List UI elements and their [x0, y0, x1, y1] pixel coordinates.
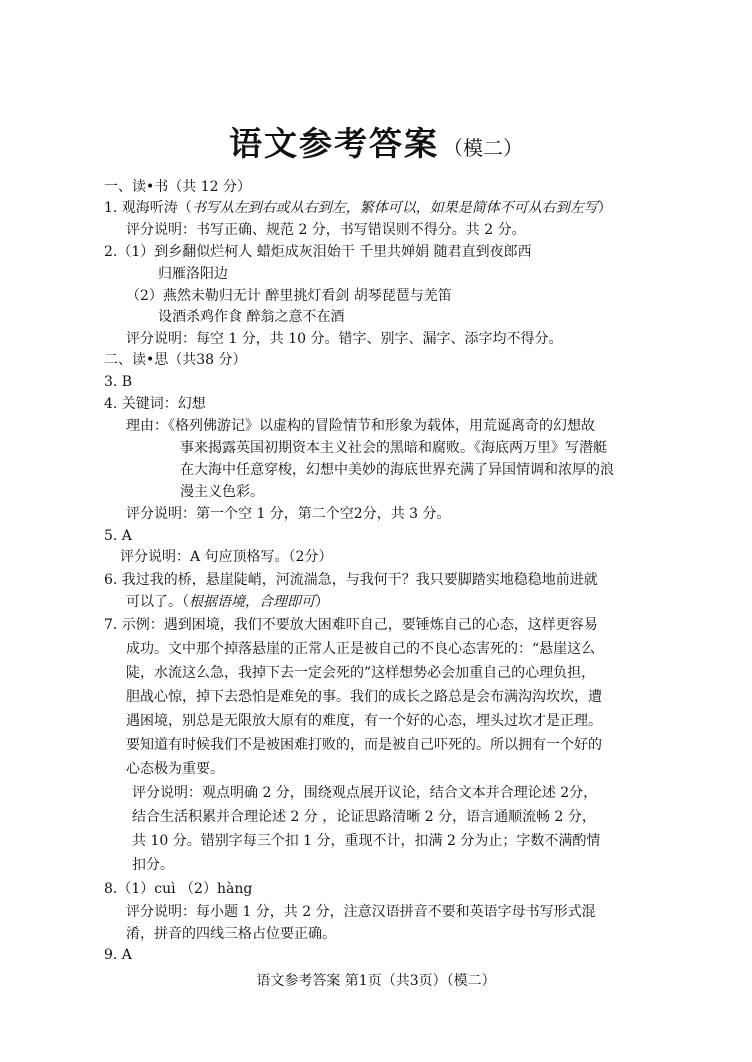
page-footer: 语文参考答案 第1页（共3页）（模二）: [256, 973, 496, 989]
scoring-note-cont: 扣分。: [132, 857, 174, 873]
question-7-cont: 心态极为重要。: [126, 761, 224, 777]
section-heading: 一、读•书（共 12 分）: [104, 179, 251, 195]
scoring-note: 评分说明：第一个空 1 分，第二个空2分，共 3 分。: [126, 506, 451, 522]
scoring-note: 评分说明：A 句应顶格写。（2分）: [120, 549, 333, 565]
question-6: 6. 我过我的桥，悬崖陡峭，河流湍急，与我何干？我只要脚踏实地稳稳地前进就: [104, 572, 598, 588]
question-7-cont: 陡，水流这么急，我掉下去一定会死的”这样想势必会加重自己的心理负担，: [126, 665, 596, 681]
page-title: [0, 118, 752, 165]
question-7-cont: 遇困境，别总是无限放大原有的难度，有一个好的心态，埋头过坎才是正理。: [126, 713, 602, 729]
scoring-note-cont: 共 10 分。错别字每三个扣 1 分，重现不计，扣满 2 分为止；字数不满酌情: [132, 833, 601, 849]
question-2-part-1: 2.（1）到乡翻似烂柯人 蜡炬成灰泪始干 千里共婵娟 随君直到夜郎西: [104, 244, 532, 260]
scoring-note-cont: 结合生活积累并合理论述 2 分 ，论证思路清晰 2 分，语言通顺流畅 2 分，: [132, 809, 596, 825]
title-sub: （模二）: [443, 136, 523, 160]
question-7-cont: 要知道有时候我们不是被困难打败的，而是被自己吓死的。所以拥有一个好的: [126, 737, 602, 753]
scoring-note: 评分说明：每空 1 分，共 10 分。错字、别字、漏字、添字均不得分。: [126, 331, 563, 347]
question-7-cont: 成功。文中那个掉落悬崖的正常人正是被自己的不良心态害死的：“悬崖这么: [126, 641, 596, 657]
question-9: 9. A: [104, 947, 132, 963]
question-4-reason-cont: 漫主义色彩。: [180, 484, 264, 500]
question-3: 3. B: [104, 374, 133, 390]
question-4-reason-cont: 在大海中任意穿梭，幻想中美妙的海底世界充满了异国情调和浓厚的浪: [180, 462, 614, 478]
scoring-note: 评分说明：观点明确 2 分，围绕观点展开议论，结合文本并合理论述 2分，: [132, 785, 598, 801]
question-1-note: 书写从左到右或从右到左，繁体可以，如果是简体不可从右到左写: [191, 200, 598, 216]
question-1: 1. 观海听涛（书写从左到右或从右到左，繁体可以，如果是简体不可从右到左写）: [104, 200, 612, 216]
question-2-part-1-cont: 归雁洛阳边: [158, 266, 228, 282]
question-7: 7. 示例：遇到困境，我们不要放大困难吓自己，要锤炼自己的心态，这样更容易: [104, 617, 598, 633]
scoring-note: 评分说明：书写正确、规范 2 分，书写错误则不得分。共 2 分。: [126, 222, 526, 238]
question-8: 8.（1）cuì （2）hàng: [104, 881, 253, 897]
question-2-part-2-cont: 设酒杀鸡作食 醉翁之意不在酒: [158, 309, 345, 325]
question-6-note: 根据语境，合理即可: [189, 594, 315, 610]
question-2-part-2: （2）燕然未勒归无计 醉里挑灯看剑 胡琴琵琶与羌笛: [126, 288, 452, 304]
question-7-cont: 胆战心惊，掉下去恐怕是难免的事。我们的成长之路总是会布满沟沟坎坎，遭: [126, 689, 602, 705]
section-heading: 二、读•思（共38 分）: [104, 352, 247, 368]
scoring-note-cont: 淆，拼音的四线三格占位要正确。: [126, 926, 336, 942]
title-main: 语文参考答案: [229, 124, 439, 163]
question-5: 5. A: [104, 528, 132, 544]
question-4-reason: 理由：《格列佛游记》以虚构的冒险情节和形象为载体，用荒诞离奇的幻想故: [126, 418, 595, 434]
question-6-cont: 可以了。（根据语境，合理即可）: [126, 594, 329, 610]
question-4-reason-cont: 事来揭露英国初期资本主义社会的黑暗和腐败。《海底两万里》写潜艇: [180, 440, 607, 456]
scoring-note: 评分说明：每小题 1 分，共 2 分，注意汉语拼音不要和英语字母书写形式混: [126, 904, 596, 920]
question-4: 4. 关键词：幻想: [104, 396, 206, 412]
